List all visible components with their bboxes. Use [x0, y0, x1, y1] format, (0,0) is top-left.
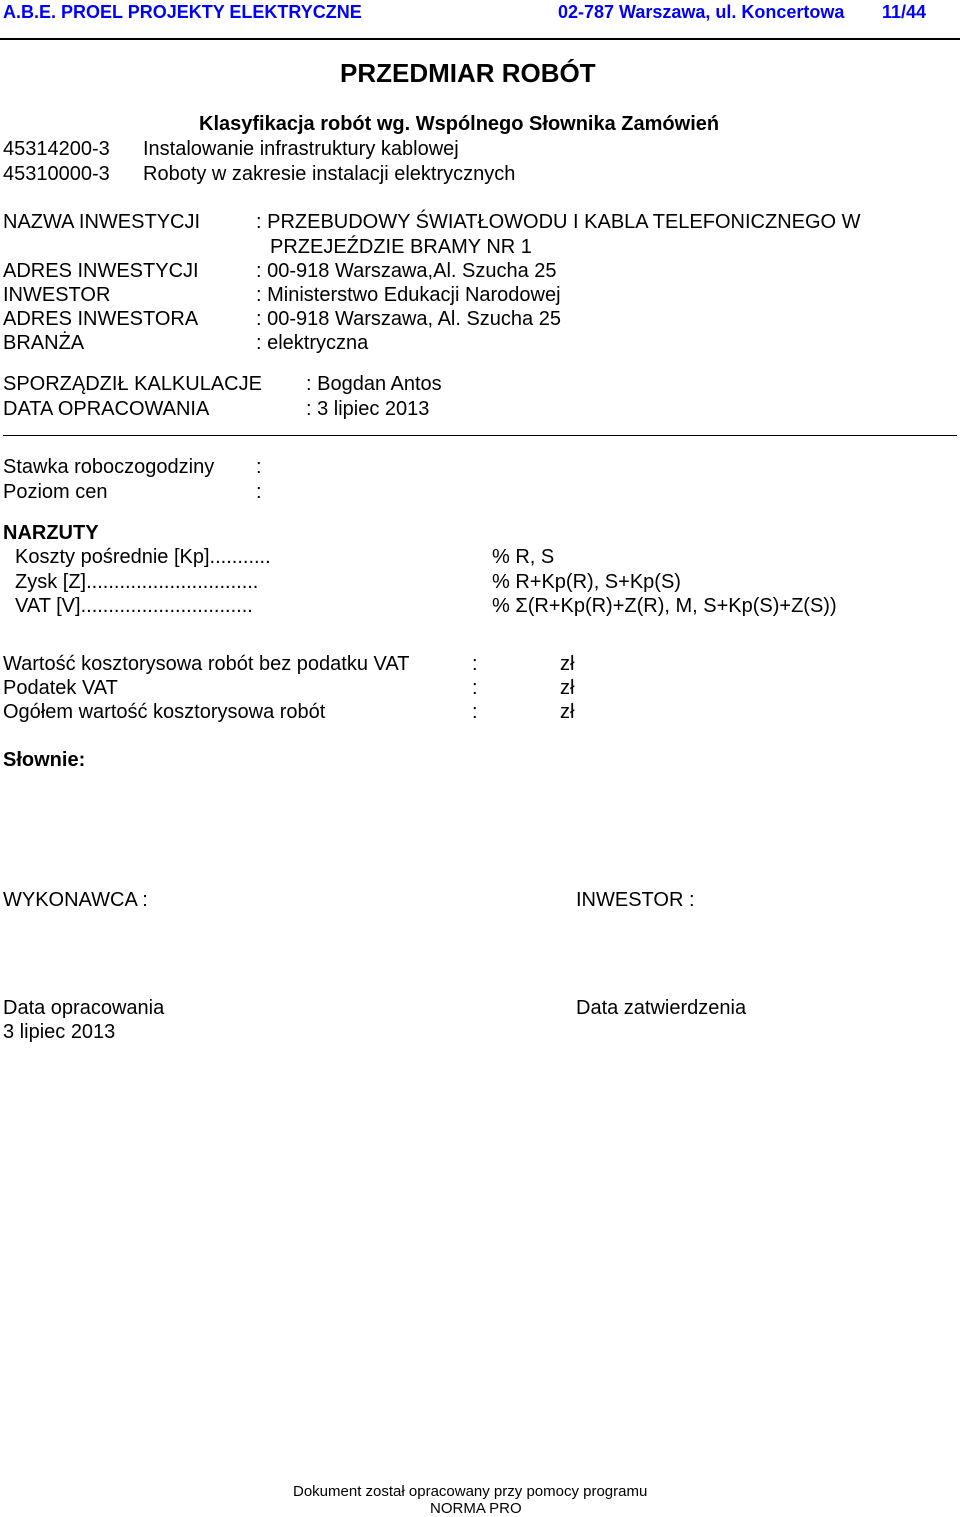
header-company: A.B.E. PROEL PROJEKTY ELEKTRYCZNE — [3, 2, 362, 22]
hourly-rate-label: Stawka roboczogodziny — [3, 456, 215, 478]
total-colon: : — [472, 701, 478, 723]
approval-date-caption: Data zatwierdzenia — [576, 997, 747, 1019]
branch-value: : elektryczna — [256, 332, 369, 354]
total-unit: zł — [560, 677, 575, 699]
total-colon: : — [472, 677, 478, 699]
hourly-rate-colon: : — [256, 456, 262, 478]
investment-name-value-cont: PRZEJEŹDZIE BRAMY NR 1 — [270, 236, 532, 258]
prepared-by-value: : Bogdan Antos — [306, 373, 442, 395]
classification-desc: Instalowanie infrastruktury kablowej — [143, 138, 459, 160]
footer-program-name: NORMA PRO — [430, 1500, 522, 1517]
markup-value: % R+Kp(R), S+Kp(S) — [492, 571, 681, 593]
total-unit: zł — [560, 701, 575, 723]
markup-value: % Σ(R+Kp(R)+Z(R), M, S+Kp(S)+Z(S)) — [492, 595, 837, 617]
price-level-colon: : — [256, 481, 262, 503]
prepared-date-value: : 3 lipiec 2013 — [306, 398, 430, 420]
investor-value: : Ministerstwo Edukacji Narodowej — [256, 284, 561, 306]
markup-value: % R, S — [492, 546, 555, 568]
header-divider — [0, 38, 960, 40]
investment-address-label: ADRES INWESTYCJI — [3, 260, 199, 282]
footer-note: Dokument został opracowany przy pomocy programu — [293, 1483, 648, 1500]
page-title: PRZEDMIAR ROBÓT — [340, 58, 596, 88]
investor-address-value: : 00-918 Warszawa, Al. Szucha 25 — [256, 308, 561, 330]
section-divider — [3, 435, 957, 436]
classification-heading: Klasyfikacja robót wg. Wspólnego Słownika Zamówień — [199, 113, 720, 135]
prepared-date-label: DATA OPRACOWANIA — [3, 398, 210, 420]
total-label: Wartość kosztorysowa robót bez podatku VAT — [3, 653, 410, 675]
in-words-label: Słownie: — [3, 749, 86, 771]
investor-label: INWESTOR — [3, 284, 111, 306]
total-label: Podatek VAT — [3, 677, 118, 699]
markup-label: VAT [V]............................... — [15, 595, 253, 617]
investment-address-value: : 00-918 Warszawa,Al. Szucha 25 — [256, 260, 557, 282]
prepared-date-caption: Data opracowania — [3, 997, 165, 1019]
header-page-number: 11/44 — [882, 2, 927, 22]
classification-code: 45314200-3 — [3, 138, 110, 160]
markup-label: Zysk [Z]............................... — [15, 571, 259, 593]
total-colon: : — [472, 653, 478, 675]
markups-heading: NARZUTY — [3, 522, 99, 544]
prepared-by-label: SPORZĄDZIŁ KALKULACJE — [3, 373, 262, 395]
investment-name-label: NAZWA INWESTYCJI — [3, 211, 201, 233]
markup-label: Koszty pośrednie [Kp]........... — [15, 546, 271, 568]
investor-address-label: ADRES INWESTORA — [3, 308, 199, 330]
classification-code: 45310000-3 — [3, 163, 110, 185]
investor-signature-label: INWESTOR : — [576, 889, 695, 911]
contractor-signature-label: WYKONAWCA : — [3, 889, 148, 911]
classification-desc: Roboty w zakresie instalacji elektrycznych — [143, 163, 516, 185]
header-address: 02-787 Warszawa, ul. Koncertowa — [558, 2, 845, 22]
investment-name-value: : PRZEBUDOWY ŚWIATŁOWODU I KABLA TELEFONICZNEGO W — [256, 211, 861, 233]
branch-label: BRANŻA — [3, 332, 85, 354]
price-level-label: Poziom cen — [3, 481, 108, 503]
prepared-date-text: 3 lipiec 2013 — [3, 1021, 116, 1043]
total-unit: zł — [560, 653, 575, 675]
total-label: Ogółem wartość kosztorysowa robót — [3, 701, 326, 723]
